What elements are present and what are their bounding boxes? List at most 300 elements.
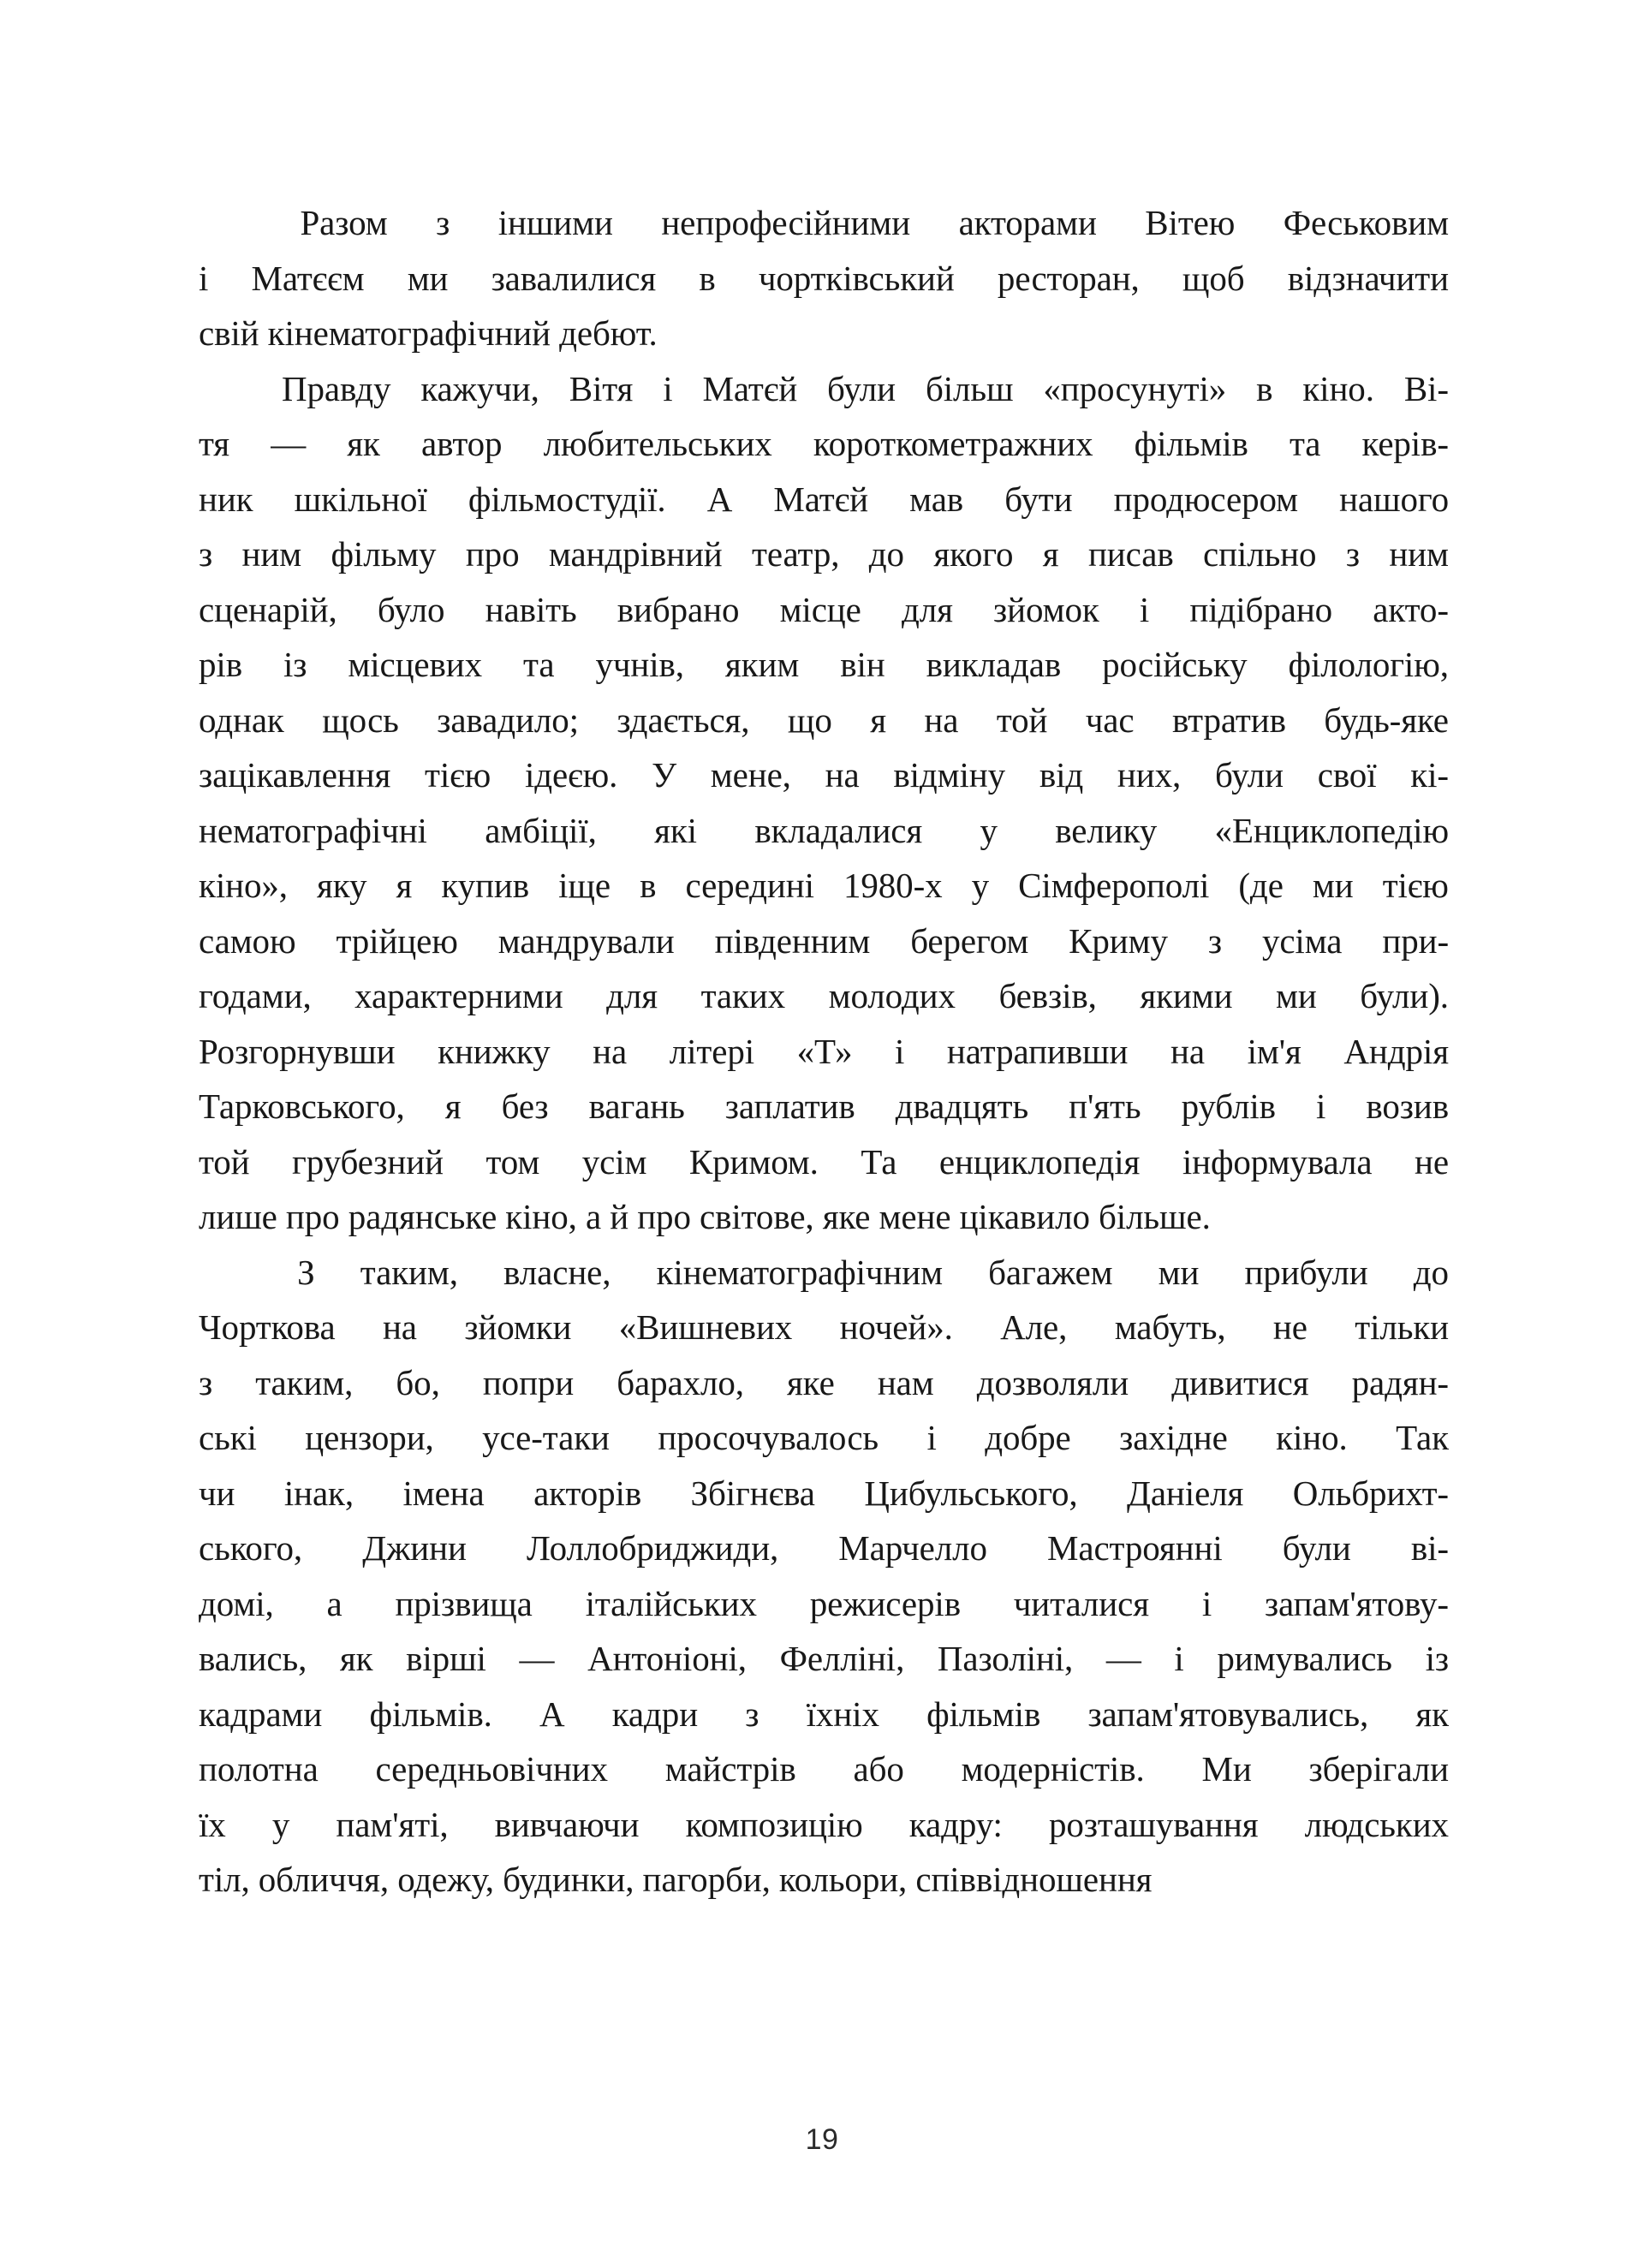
word: і	[1316, 1086, 1326, 1126]
text-line: лише про радянське кіно, а й про світове, яке мене цікавило більше.	[199, 1197, 1211, 1236]
word: Фелліні,	[779, 1639, 905, 1678]
word: Але,	[1000, 1307, 1068, 1347]
word: із	[283, 645, 307, 684]
word: шкільної	[294, 479, 427, 519]
word: інак,	[283, 1473, 354, 1513]
word: просочувалось	[658, 1418, 879, 1457]
word: Антоніоні,	[587, 1639, 747, 1678]
word: я	[396, 866, 413, 905]
word: характерними	[354, 976, 563, 1015]
word: п'ять	[1069, 1086, 1141, 1126]
word: до	[1413, 1252, 1449, 1292]
word: з	[745, 1694, 759, 1734]
line-indent	[199, 361, 252, 417]
word: З	[297, 1252, 315, 1292]
word: писав	[1087, 534, 1174, 574]
word: були	[1214, 755, 1284, 795]
word: ник	[199, 479, 253, 519]
word: усе-таки	[482, 1418, 610, 1457]
word: з	[199, 1362, 213, 1402]
word: однак	[199, 699, 284, 740]
word: Разом	[300, 203, 388, 242]
word: як	[1415, 1694, 1449, 1734]
text-line	[199, 1576, 1449, 1632]
word: фільму	[331, 534, 437, 574]
word: Матєй	[702, 368, 798, 408]
word: ського,	[199, 1528, 303, 1568]
word: дозволяли	[976, 1362, 1129, 1402]
word: кіно.	[1276, 1418, 1348, 1457]
word: «просунуті»	[1043, 368, 1227, 408]
word: Андрія	[1343, 1031, 1449, 1071]
word: та	[523, 645, 555, 684]
word: кі-	[1410, 755, 1449, 795]
word: трійцею	[336, 920, 458, 961]
word: сценарій,	[199, 589, 337, 629]
text-line	[199, 968, 1449, 1024]
word: годами,	[199, 976, 312, 1015]
word: більш	[925, 368, 1014, 408]
paragraph-2	[199, 361, 1449, 1245]
word: прибули	[1244, 1252, 1368, 1292]
word: майстрів	[664, 1749, 796, 1789]
word: усіма	[1261, 920, 1343, 961]
text-line	[199, 1741, 1449, 1797]
word: були).	[1360, 976, 1449, 1015]
word: були	[1282, 1528, 1351, 1568]
word: літері	[669, 1031, 755, 1071]
word: полотна	[199, 1749, 319, 1789]
word: пам'яті,	[336, 1804, 449, 1844]
word: ми	[1312, 866, 1354, 905]
text-line	[199, 747, 1449, 803]
text-line	[199, 1687, 1449, 1742]
word: самою	[199, 920, 296, 961]
word: їхніх	[806, 1694, 879, 1734]
word: А	[706, 479, 733, 519]
word: Збігнєва	[690, 1473, 815, 1513]
word: про	[465, 534, 520, 574]
word: Марчелло	[838, 1528, 987, 1568]
word: місце	[779, 589, 861, 629]
word: амбіції,	[485, 810, 597, 850]
word: запам'ятовувались,	[1087, 1694, 1369, 1734]
word: Мастроянні	[1046, 1528, 1223, 1568]
text-line	[199, 1245, 1449, 1301]
word: дивитися	[1171, 1362, 1309, 1402]
word: рублів	[1181, 1086, 1276, 1126]
word: Вітя	[569, 368, 634, 408]
word: здається,	[616, 699, 750, 740]
word: і	[1139, 589, 1150, 629]
word: філологію,	[1288, 645, 1449, 684]
word: —	[519, 1639, 555, 1678]
word: вибрано	[616, 589, 740, 629]
word: було	[377, 589, 445, 629]
word: італійських	[585, 1583, 757, 1623]
word: на	[593, 1031, 628, 1071]
word: будь-яке	[1324, 699, 1449, 740]
page-number: 19	[805, 2123, 839, 2156]
word: відзначити	[1287, 258, 1449, 298]
word: короткометражних	[813, 424, 1093, 463]
word: з	[436, 203, 450, 242]
text-line	[199, 472, 1449, 527]
word: як	[339, 1639, 373, 1678]
word: в	[1256, 368, 1273, 408]
word: Ольбрихт-	[1292, 1473, 1449, 1513]
word: і	[1174, 1639, 1184, 1678]
word: барахло,	[616, 1362, 744, 1402]
word: втратив	[1171, 699, 1286, 740]
word: зйомок	[993, 589, 1099, 629]
word: середньовічних	[375, 1749, 608, 1789]
word: Ві-	[1403, 368, 1449, 408]
word: розташування	[1049, 1804, 1259, 1844]
word: щоб	[1182, 258, 1245, 298]
word: від	[1039, 755, 1084, 795]
text-line	[199, 1410, 1449, 1466]
word: та	[1289, 424, 1321, 463]
word: з	[1345, 534, 1360, 574]
word: них,	[1117, 755, 1182, 795]
word: тільки	[1355, 1307, 1449, 1347]
word: книжку	[438, 1031, 551, 1071]
word: радян-	[1351, 1362, 1449, 1402]
word: і	[926, 1418, 937, 1457]
text-line	[199, 637, 1449, 693]
word: заплатив	[724, 1086, 855, 1126]
word: якого	[933, 534, 1014, 574]
word: ресторан,	[997, 258, 1140, 298]
word: фільмів	[926, 1694, 1041, 1734]
word: Сімферополі	[1018, 866, 1210, 905]
word: а	[326, 1583, 342, 1623]
word: кіно»,	[199, 866, 288, 905]
word: кадрами	[199, 1694, 323, 1734]
word: на	[1170, 1031, 1205, 1071]
word: той	[199, 1141, 250, 1182]
word: А	[539, 1694, 565, 1734]
word: російську	[1102, 645, 1248, 684]
text-line: тіл, обличчя, одежу, будинки, пагорби, кольори, співвідношення	[199, 1860, 1153, 1899]
word: мене,	[710, 755, 791, 795]
word: акторами	[958, 203, 1097, 242]
word: Розгорнувши	[199, 1031, 396, 1071]
word: ські	[199, 1418, 257, 1457]
word: свої	[1317, 755, 1377, 795]
word: вивчаючи	[494, 1804, 640, 1844]
word: берегом	[910, 920, 1029, 961]
word: фільмів	[1134, 424, 1248, 463]
word: середині	[685, 866, 814, 905]
word: не	[1272, 1307, 1307, 1347]
word: —	[271, 424, 307, 463]
word: кадру:	[908, 1804, 1003, 1844]
word: грубезний	[292, 1141, 444, 1182]
word: місцевих	[348, 645, 483, 684]
word: Лоллобриджиди,	[526, 1528, 779, 1568]
word: що	[787, 699, 832, 740]
word: як	[347, 424, 380, 463]
word: імена	[402, 1473, 485, 1513]
word: домі,	[199, 1583, 274, 1623]
word: таким,	[255, 1362, 354, 1402]
word: ідеєю.	[524, 755, 618, 795]
word: тя	[199, 424, 230, 463]
word: навіть	[485, 589, 577, 629]
word: модерністів.	[961, 1749, 1145, 1789]
text-line	[199, 1797, 1449, 1853]
word: ним	[241, 534, 302, 574]
word: без	[501, 1086, 549, 1126]
word: натрапивши	[946, 1031, 1129, 1071]
word: завадило;	[437, 699, 579, 740]
word: 1980-х	[843, 866, 943, 905]
word: Джини	[362, 1528, 467, 1568]
word: і	[663, 368, 673, 408]
word: «Т»	[796, 1031, 853, 1071]
word: яке	[787, 1362, 835, 1402]
word: прізвища	[395, 1583, 533, 1623]
word: читалися	[1013, 1583, 1149, 1623]
word: людських	[1304, 1804, 1449, 1844]
word: у	[971, 866, 990, 905]
word: бевзів,	[998, 976, 1097, 1015]
word: іншими	[497, 203, 613, 242]
text-line	[199, 1631, 1449, 1687]
word: Так	[1396, 1418, 1449, 1457]
word: західне	[1119, 1418, 1228, 1457]
word: багажем	[988, 1252, 1113, 1292]
word: ми	[407, 258, 449, 298]
word: власне,	[503, 1252, 611, 1292]
word: яким	[724, 645, 800, 684]
text-line	[199, 527, 1449, 582]
word: композицію	[685, 1804, 863, 1844]
word: Та	[861, 1141, 897, 1182]
word: кажучи,	[420, 368, 539, 408]
line-indent	[199, 195, 252, 251]
word: ві-	[1410, 1528, 1449, 1568]
word: я	[870, 699, 886, 740]
word: мандрівний	[548, 534, 723, 574]
word: бути	[1004, 479, 1073, 519]
word: вались,	[199, 1639, 307, 1678]
word: той	[996, 699, 1048, 740]
word: мав	[909, 479, 964, 519]
word: римувались	[1217, 1639, 1392, 1678]
text-line	[199, 858, 1449, 914]
word: автор	[421, 424, 503, 463]
word: Пазоліні,	[937, 1639, 1074, 1678]
text-line	[199, 416, 1449, 472]
word: яку	[317, 866, 367, 905]
word: спільно	[1202, 534, 1317, 574]
word: південним	[714, 920, 871, 961]
word: на	[825, 755, 860, 795]
word: фільмостудії.	[468, 479, 666, 519]
word: Цибульського,	[864, 1473, 1078, 1513]
word: із	[1425, 1639, 1449, 1678]
word: я	[444, 1086, 462, 1126]
word: для	[606, 976, 658, 1015]
word: на	[924, 699, 959, 740]
text-line	[199, 1300, 1449, 1355]
text-line	[199, 803, 1449, 859]
word: викладав	[926, 645, 1062, 684]
word: ночей».	[839, 1307, 953, 1347]
word: Криму	[1069, 920, 1168, 961]
text-line	[199, 914, 1449, 969]
word: при-	[1382, 920, 1449, 961]
word: якими	[1140, 976, 1233, 1015]
word: любительських	[543, 424, 772, 463]
text-line	[199, 1024, 1449, 1080]
word: мандрували	[497, 920, 675, 961]
word: енциклопедія	[938, 1141, 1141, 1182]
word: час	[1085, 699, 1135, 740]
word: в	[640, 866, 657, 905]
text-line	[199, 251, 1449, 307]
text-line	[199, 361, 1449, 417]
word: том	[485, 1141, 540, 1182]
word: непрофесійними	[661, 203, 911, 242]
word: з	[199, 534, 213, 574]
word: продюсером	[1113, 479, 1298, 519]
word: велику	[1055, 810, 1158, 850]
paragraph-1	[199, 195, 1449, 361]
word: нематографічні	[199, 810, 427, 850]
word: запам'ятову-	[1264, 1583, 1449, 1623]
word: завалилися	[491, 258, 657, 298]
word: для	[901, 589, 953, 629]
word: добре	[985, 1418, 1071, 1457]
word: на	[382, 1307, 417, 1347]
word: режисерів	[809, 1583, 961, 1623]
word: кадри	[611, 1694, 699, 1734]
word: в	[699, 258, 716, 298]
word: ми	[1158, 1252, 1200, 1292]
word: вагань	[588, 1086, 685, 1126]
word: інформувала	[1182, 1141, 1373, 1182]
word: не	[1415, 1141, 1449, 1182]
text-line	[199, 582, 1449, 638]
word: нам	[877, 1362, 934, 1402]
word: зйомки	[464, 1307, 572, 1347]
word: були	[827, 368, 896, 408]
word: Ми	[1201, 1749, 1252, 1789]
text-line: свій кінематографічний дебют.	[199, 313, 658, 353]
word: ім'я	[1247, 1031, 1302, 1071]
page-text-block	[199, 195, 1449, 1908]
word: учнів,	[595, 645, 684, 684]
word: керів-	[1361, 424, 1449, 463]
text-line	[199, 1134, 1449, 1190]
word: кіно.	[1302, 368, 1374, 408]
word: тією	[425, 755, 491, 795]
text-line	[199, 1521, 1449, 1576]
word: возив	[1366, 1086, 1449, 1126]
word: рів	[199, 645, 242, 684]
word: Матєй	[773, 479, 868, 519]
word: або	[853, 1749, 904, 1789]
word: попри	[482, 1362, 575, 1402]
word: я	[1042, 534, 1059, 574]
word: до	[868, 534, 904, 574]
word: Правду	[281, 368, 391, 408]
text-line	[199, 195, 1449, 251]
word: іще	[558, 866, 611, 905]
word: зацікавлення	[199, 755, 391, 795]
word: і	[199, 258, 209, 298]
word: (де	[1238, 866, 1284, 905]
word: ми	[1276, 976, 1317, 1015]
word: театр,	[752, 534, 840, 574]
word: нашого	[1339, 479, 1449, 519]
word: він	[840, 645, 885, 684]
word: вкладалися	[754, 810, 923, 850]
word: у	[271, 1804, 290, 1844]
word: усім	[581, 1141, 647, 1182]
word: їх	[199, 1804, 226, 1844]
word: Даніеля	[1126, 1473, 1244, 1513]
word: купив	[441, 866, 529, 905]
text-line	[199, 1079, 1449, 1134]
word: тією	[1382, 866, 1449, 905]
word: У	[652, 755, 676, 795]
word: чи	[199, 1473, 235, 1513]
word: Феськовим	[1283, 203, 1449, 242]
word: Чорткова	[199, 1307, 336, 1347]
word: вірші	[406, 1639, 486, 1678]
word: Тарковського,	[199, 1086, 405, 1126]
text-line	[199, 693, 1449, 748]
word: Кримом.	[688, 1141, 819, 1182]
word: кінематографічним	[656, 1252, 943, 1292]
word: щось	[322, 699, 399, 740]
text-line	[199, 1466, 1449, 1521]
word: «Енциклопедію	[1214, 810, 1449, 850]
word: у	[980, 810, 998, 850]
word: фільмів.	[369, 1694, 492, 1734]
word: підібрано	[1189, 589, 1333, 629]
word: зберігали	[1308, 1749, 1449, 1789]
word: Матєєм	[251, 258, 365, 298]
word: акторів	[533, 1473, 642, 1513]
word: —	[1105, 1639, 1141, 1678]
word: таких	[700, 976, 786, 1015]
word: «Вишневих	[618, 1307, 793, 1347]
word: які	[654, 810, 697, 850]
word: і	[894, 1031, 905, 1071]
word: бо,	[396, 1362, 440, 1402]
word: Вітею	[1145, 203, 1236, 242]
word: молодих	[828, 976, 956, 1015]
line-indent	[199, 1245, 252, 1301]
word: двадцять	[895, 1086, 1029, 1126]
word: мабуть,	[1114, 1307, 1226, 1347]
word: ним	[1389, 534, 1449, 574]
text-line	[199, 1355, 1449, 1411]
word: таким,	[360, 1252, 458, 1292]
word: і	[1201, 1583, 1212, 1623]
word: чортківський	[758, 258, 955, 298]
word: з	[1207, 920, 1222, 961]
word: цензори,	[305, 1418, 434, 1457]
paragraph-3	[199, 1245, 1449, 1908]
word: відміну	[893, 755, 1006, 795]
